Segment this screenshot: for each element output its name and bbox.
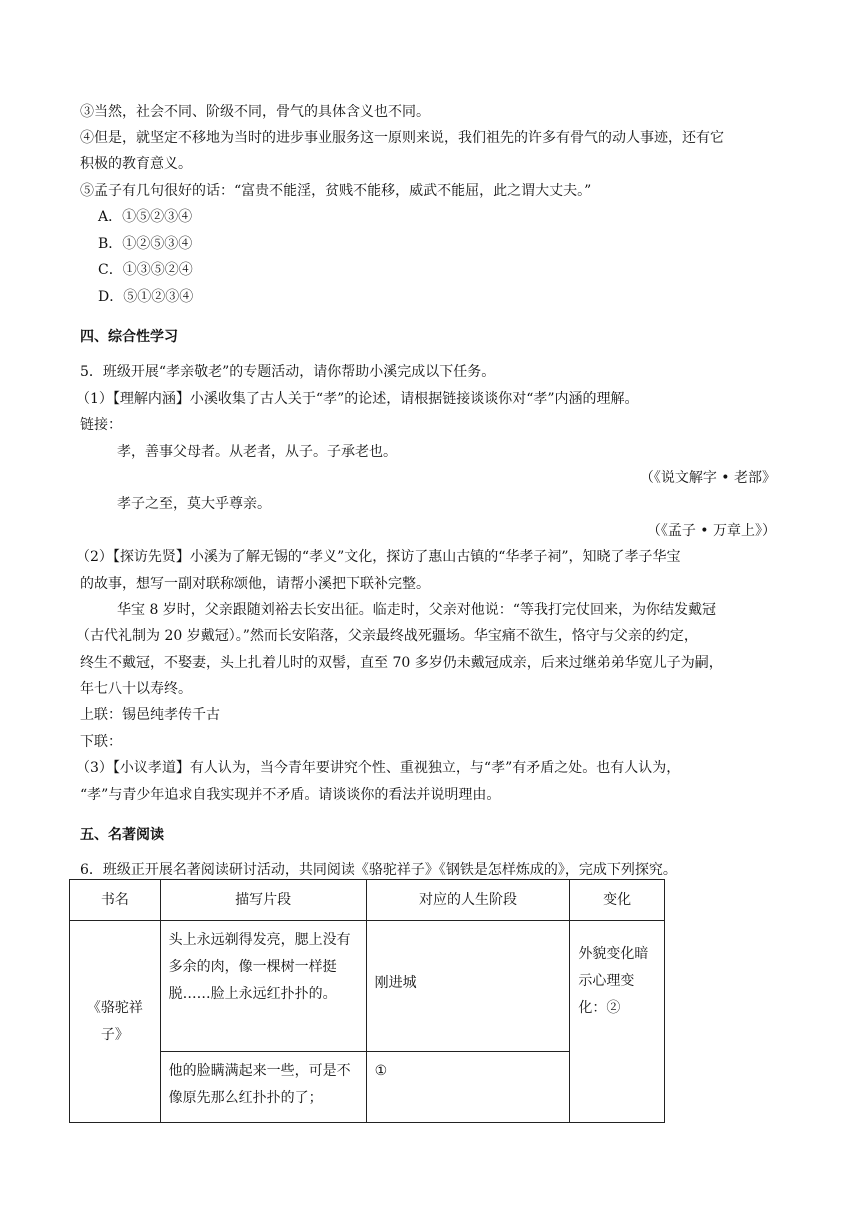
passage-sentence-4: ④但是，就坚定不移地为当时的进步事业服务这一原则来说，我们祖先的许多有骨气的动人事迹，还有它 (80, 130, 724, 146)
question-5: 5．班级开展“孝亲敬老”的专题活动，请你帮助小溪完成以下任务。 (80, 364, 496, 380)
task-3-cont: “孝”与青少年追求自我实现并不矛盾。请谈谈你的看法并说明理由。 (80, 787, 501, 803)
change-cell: 外貌变化暗示心理变化：② (570, 921, 665, 1123)
table-header-row (70, 880, 665, 921)
story-line-4: 年七八十以寿终。 (80, 681, 192, 697)
table-row (70, 921, 665, 1052)
header-life-stage: 对应的人生阶段 (366, 880, 570, 921)
citation-1: （《说文解字 • 老部》 (639, 470, 776, 486)
book-title-cell: 《骆驼祥子》 (70, 921, 161, 1123)
task-3: （3）【小议孝道】有人认为，当今青年要讲究个性、重视独立，与“孝”有矛盾之处。也有人认为， (76, 760, 681, 776)
question-6: 6．班级正开展名著阅读研讨活动，共同阅读《骆驼祥子》《钢铁是怎样炼成的》，完成下列探究。 (80, 862, 677, 878)
description-cell-2: 他的脸瞒满起来一些，可是不像原先那么红扑扑的了； (160, 1052, 366, 1123)
task-1: （1）【理解内涵】小溪收集了古人关于“孝”的论述，请根据链接谈谈你对“孝”内涵的理解。 (76, 391, 639, 407)
stage-cell-2: ① (366, 1052, 570, 1123)
task-2-cont: 的故事，想写一副对联称颂他，请帮小溪把下联补完整。 (80, 576, 430, 592)
citation-2: （《孟子 • 万章上》） (646, 523, 776, 539)
header-book: 书名 (70, 880, 161, 921)
option-a: A．①⑤②③④ (98, 209, 193, 225)
section-4-heading: 四、综合性学习 (80, 329, 178, 345)
passage-sentence-5: ⑤孟子有几句很好的话：“富贵不能淫，贫贱不能移，威武不能屈，此之谓大丈夫。” (80, 183, 592, 199)
story-line-3: 终生不戴冠，不娶妻，头上扎着儿时的双髻，直至 70 多岁仍未戴冠成亲，后来过继弟弟华宽儿子为嗣， (80, 655, 723, 671)
story-line-1: 华宝 8 岁时，父亲跟随刘裕去长安出征。临走时，父亲对他说：“等我打完仗回来，为你结发戴冠 (117, 602, 716, 618)
option-d: D．⑤①②③④ (98, 289, 194, 305)
header-description: 描写片段 (160, 880, 366, 921)
passage-sentence-4-cont: 积极的教育意义。 (80, 156, 192, 172)
option-b: B．①②⑤③④ (98, 236, 193, 252)
reading-table (69, 879, 665, 1123)
option-c: C．①③⑤②④ (98, 262, 193, 278)
passage-sentence-3: ③当然，社会不同、阶级不同，骨气的具体含义也不同。 (80, 104, 430, 120)
task-2: （2）【探访先贤】小溪为了解无锡的“孝义”文化，探访了惠山古镇的“华孝子祠”，知晓了孝子华宝 (76, 549, 681, 565)
lower-couplet: 下联： (80, 734, 122, 750)
section-5-heading: 五、名著阅读 (80, 827, 164, 843)
header-change: 变化 (570, 880, 665, 921)
upper-couplet: 上联：锡邑纯孝传千古 (80, 707, 220, 723)
stage-cell-1: 刚进城 (366, 921, 570, 1052)
quote-1: 孝，善事父母者。从老者，从子。子承老也。 (117, 444, 397, 460)
quote-2: 孝子之至，莫大乎尊亲。 (117, 496, 271, 512)
story-line-2: （古代礼制为 20 岁戴冠）。”然而长安陷落，父亲最终战死疆场。华宝痛不欲生，恪守与父亲的约定， (76, 628, 698, 644)
description-cell-1: 头上永远剃得发亮，腮上没有多余的肉，像一棵树一样挺脱……脸上永远红扑扑的。 (160, 921, 366, 1052)
link-label: 链接： (80, 417, 122, 433)
